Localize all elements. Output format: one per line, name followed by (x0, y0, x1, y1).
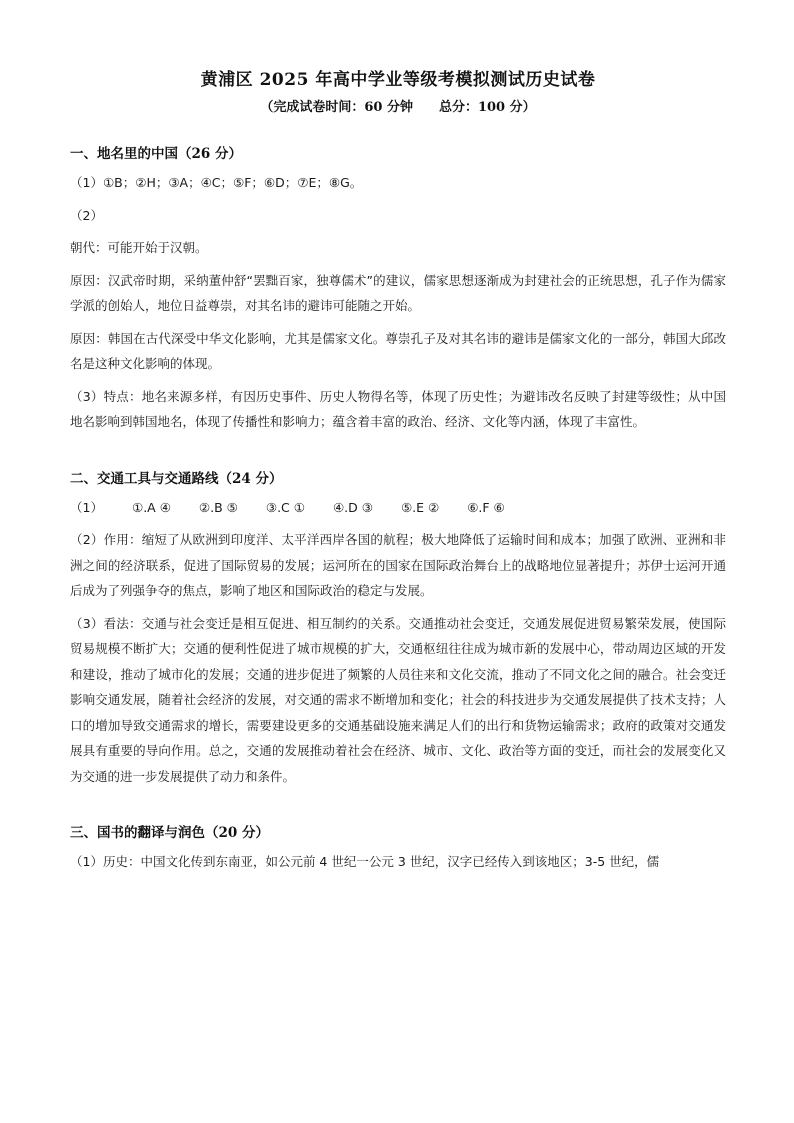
section-1-heading: 一、地名里的中国（26 分） (70, 146, 242, 162)
section-3-heading: 三、国书的翻译与润色（20 分） (70, 825, 269, 841)
exam-time: （完成试卷时间：60 分钟 (260, 100, 413, 115)
section-1-answer-2-dynasty: 朝代：可能开始于汉朝。 (70, 240, 208, 255)
exam-total-score: 总分：100 分） (438, 100, 536, 115)
option-match: ③.C ① (265, 499, 305, 515)
option-match: ⑤.E ② (400, 499, 440, 515)
option-match: ④.D ③ (332, 499, 373, 515)
section-3-answer-1: （1）历史：中国文化传到东南亚，如公元前 4 世纪一公元 3 世纪，汉字已经传入到该地区；3-5 世纪，儒 (70, 854, 660, 869)
section-2-answer-3: （3）看法：交通与社会变迁是相互促进、相互制约的关系。交通推动社会变迁，交通发展促进贸易繁荣发展，使国际贸易规模不断扩大；交通的便利性促进了城市规模的扩大，交通枢纽往往成为城市新的发展中心，带动周边区域的开发和建设，推动了城市化的发展；交通的进步促进了频繁的人员往来和文化交流，推动了不同文化之间的融合。社会变迁影响交通发展，随着社会经济的发展，对交通的需求不断增加和变化；社会的科技进步为交通发展提供了技术支持；人口的增加导致交通需求的增长，需要建设更多的交通基础设施来满足人们的出行和货物运输需求；政府的政策对交通发展具有重要的导向作用。总之，交通的发展推动着社会在经济、城市、文化、政治等方面的变迁，而社会的发展变化又为交通的进一步发展提供了动力和条件。 (70, 615, 726, 784)
section-1-answer-2-reason-2: 原因：韩国在古代深受中华文化影响，尤其是儒家文化。尊崇孔子及对其名讳的避讳是儒家文化的一部分，韩国大邱改名是这种文化影响的体现。 (70, 330, 726, 371)
exam-info (70, 98, 726, 118)
section-2-heading: 二、交通工具与交通路线（24 分） (70, 470, 283, 487)
section-1-answer-3: （3）特点：地名来源多样，有因历史事件、历史人物得名等，体现了历史性；为避讳改名反映了封建等级性；从中国地名影响到韩国地名，体现了传播性和影响力；蕴含着丰富的政治、经济、文化等内涵，体现了丰富性。 (70, 388, 726, 429)
option-match: ⑥.F ⑥ (467, 499, 505, 515)
page-title: 黄浦区 2025 年高中学业等级考模拟测试历史试卷 (200, 70, 596, 90)
section-2-answer-2: （2）作用：缩短了从欧洲到印度洋、太平洋西岸各国的航程；极大地降低了运输时间和成本；加强了欧洲、亚洲和非洲之间的经济联系，促进了国际贸易的发展；运河所在的国家在国际政治舞台上的战略地位显著提升；苏伊士运河开通后成为了列强争夺的焦点，影响了地区和国际政治的稳定与发展。 (70, 532, 726, 598)
option-match: ②.B ⑤ (198, 499, 238, 515)
section-2-answer-1-label: （1） (70, 499, 103, 515)
option-match: ①.A ④ (132, 499, 171, 515)
section-1-answer-1: （1）①B；②H；③A；④C；⑤F；⑥D；⑦E；⑧G。 (70, 175, 363, 190)
section-1-answer-2-label: （2） (70, 207, 103, 223)
section-2-answer-1 (70, 495, 726, 521)
section-1-answer-2-reason-1: 原因：汉武帝时期，采纳董仲舒“罢黜百家，独尊儒术”的建议，儒家思想逐渐成为封建社会的正统思想，孔子作为儒家学派的创始人，地位日益尊崇，对其名讳的避讳可能随之开始。 (70, 272, 726, 313)
